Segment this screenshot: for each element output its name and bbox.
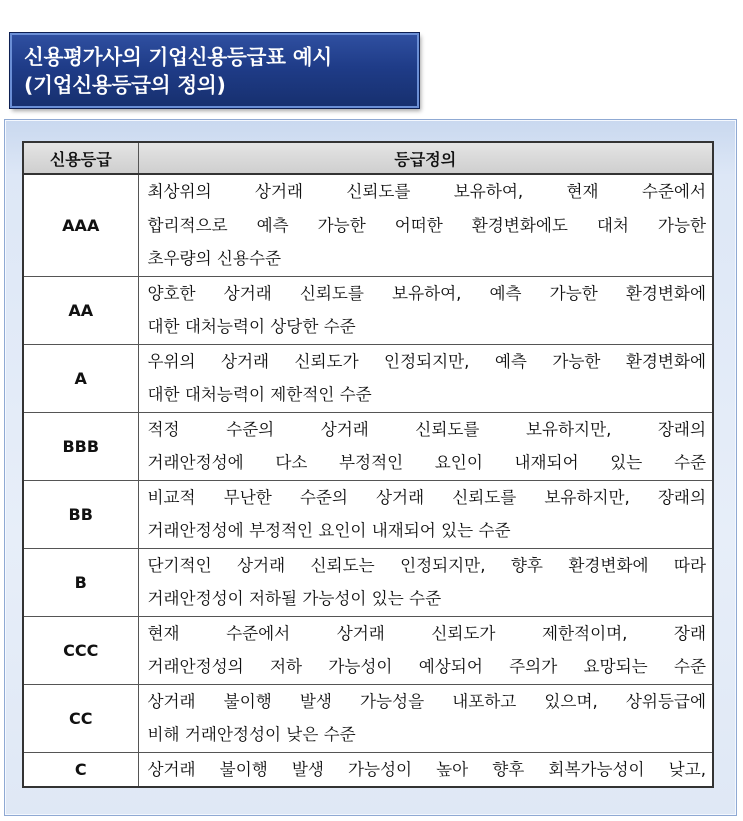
credit-grade-table xyxy=(22,141,714,788)
grade-cell: A xyxy=(23,344,138,412)
table-row xyxy=(23,412,713,480)
definition-line: 양호한 상거래 신뢰도를 보유하여, 예측 가능한 환경변화에 xyxy=(147,283,706,303)
grade-cell: BB xyxy=(23,480,138,548)
definition-cell xyxy=(138,276,713,344)
definition-line: 비교적 무난한 수준의 상거래 신뢰도를 보유하지만, 장래의 xyxy=(147,487,706,507)
definition-line: 초우량의 신용수준 xyxy=(147,249,282,268)
table-row xyxy=(23,174,713,276)
definition-line: 대한 대처능력이 상당한 수준 xyxy=(147,317,356,336)
definition-line: 현재 수준에서 상거래 신뢰도가 제한적이며, 장래 xyxy=(147,623,706,643)
table-row xyxy=(23,276,713,344)
definition-cell xyxy=(138,480,713,548)
definition-line: 합리적으로 예측 가능한 어떠한 환경변화에도 대처 가능한 xyxy=(147,215,706,235)
table-row xyxy=(23,684,713,752)
table-row xyxy=(23,480,713,548)
definition-line: 상거래 불이행 발생 가능성이 높아 향후 회복가능성이 낮고, xyxy=(147,759,706,779)
title-line-2: (기업신용등급의 정의) xyxy=(24,73,226,97)
grade-cell: BBB xyxy=(23,412,138,480)
definition-line: 최상위의 상거래 신뢰도를 보유하여, 현재 수준에서 xyxy=(147,182,706,201)
definition-line: 대한 대처능력이 제한적인 수준 xyxy=(147,385,372,404)
definition-cell xyxy=(138,616,713,684)
definition-line: 적정 수준의 상거래 신뢰도를 보유하지만, 장래의 xyxy=(147,419,706,439)
grade-cell: AAA xyxy=(23,174,138,276)
table-row xyxy=(23,344,713,412)
definition-line: 거래안정성의 저하 가능성이 예상되어 주의가 요망되는 수준 xyxy=(147,657,706,676)
header-grade: 신용등급 xyxy=(23,142,138,174)
grade-cell: C xyxy=(23,752,138,787)
definition-cell xyxy=(138,344,713,412)
definition-line: 거래안정성에 부정적인 요인이 내재되어 있는 수준 xyxy=(147,521,511,540)
definition-line: 상거래 불이행 발생 가능성을 내포하고 있으며, 상위등급에 xyxy=(147,691,706,711)
definition-cell xyxy=(138,412,713,480)
table-row xyxy=(23,548,713,616)
definition-line: 비해 거래안정성이 낮은 수준 xyxy=(147,725,356,744)
definition-cell xyxy=(138,684,713,752)
header-definition: 등급정의 xyxy=(138,142,713,174)
definition-line: 우위의 상거래 신뢰도가 인정되지만, 예측 가능한 환경변화에 xyxy=(147,351,706,371)
slide-title xyxy=(10,33,419,108)
table-header-row xyxy=(23,142,713,174)
definition-cell xyxy=(138,752,713,787)
definition-line: 거래안정성이 저하될 가능성이 있는 수준 xyxy=(147,589,442,608)
grade-cell: AA xyxy=(23,276,138,344)
definition-line: 거래안정성에 다소 부정적인 요인이 내재되어 있는 수준 xyxy=(147,453,706,472)
grade-cell: CC xyxy=(23,684,138,752)
table-row xyxy=(23,752,713,787)
table-row xyxy=(23,616,713,684)
definition-cell xyxy=(138,174,713,276)
definition-cell xyxy=(138,548,713,616)
title-line-1: 신용평가사의 기업신용등급표 예시 xyxy=(24,45,332,69)
definition-line: 단기적인 상거래 신뢰도는 인정되지만, 향후 환경변화에 따라 xyxy=(147,555,706,575)
grade-cell: B xyxy=(23,548,138,616)
grade-cell: CCC xyxy=(23,616,138,684)
